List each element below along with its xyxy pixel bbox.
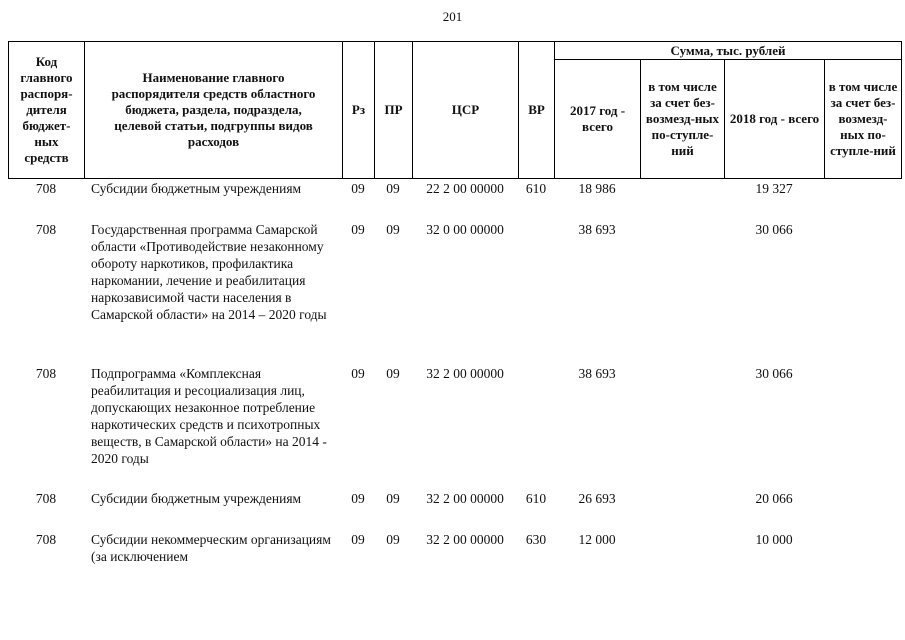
header-2017: 2017 год - всего	[554, 59, 640, 179]
cell-sum-2018: 10 000	[755, 532, 793, 547]
table-header	[8, 41, 902, 179]
cell-vr: 610	[525, 491, 547, 506]
cell-sum-2018: 30 066	[755, 222, 793, 237]
header-kod: Код главного распоря-дителя бюджет-ных средств	[8, 41, 84, 179]
cell-sum-2018: 20 066	[755, 491, 793, 506]
cell-pr: 09	[386, 181, 400, 196]
cell-kod: 708	[35, 222, 57, 237]
header-pr: ПР	[374, 41, 412, 179]
header-csr: ЦСР	[412, 41, 518, 179]
cell-name: Государственная программа Самарской области «Противодействие незаконному обороту наркотиков, профилактика наркомании, лечение и реабилитация наркозависимой части населения в Самарской области» на 2014 – 2020 годы	[91, 222, 327, 322]
cell-pr: 09	[386, 366, 400, 381]
table-row	[8, 531, 902, 571]
table-row	[8, 490, 902, 531]
cell-sum-2018: 19 327	[755, 181, 793, 196]
cell-kod: 708	[35, 366, 57, 381]
cell-csr: 32 2 00 00000	[426, 366, 504, 381]
table-row	[8, 365, 902, 490]
cell-sum-2017: 26 693	[578, 491, 616, 506]
cell-csr: 32 0 00 00000	[426, 222, 504, 237]
cell-pr: 09	[386, 222, 400, 237]
cell-rz: 09	[351, 491, 365, 506]
header-sum: Сумма, тыс. рублей	[554, 41, 902, 59]
cell-rz: 09	[351, 181, 365, 196]
cell-csr: 32 2 00 00000	[426, 532, 504, 547]
header-2018: 2018 год - всего	[724, 59, 824, 179]
cell-kod: 708	[35, 181, 57, 196]
cell-rz: 09	[351, 366, 365, 381]
cell-kod: 708	[35, 491, 57, 506]
header-2017-bezvozmezdnye: в том числе за счет без-возмезд-ных по-ступле-ний	[640, 59, 724, 179]
cell-kod: 708	[35, 532, 57, 547]
header-name: Наименование главного распорядителя средств областного бюджета, раздела, подраздела, целевой статьи, подгруппы видов расходов	[84, 41, 342, 179]
cell-name: Субсидии бюджетным учреждениям	[91, 181, 302, 196]
table-row	[8, 180, 902, 221]
cell-sum-2017: 38 693	[578, 366, 616, 381]
cell-rz: 09	[351, 222, 365, 237]
cell-sum-2017: 18 986	[578, 181, 616, 196]
cell-sum-2017: 38 693	[578, 222, 616, 237]
cell-name: Подпрограмма «Комплексная реабилитация и ресоциализация лиц, допускающих незаконное потребление наркотических средств и психотропных веществ, в Самарской области» на 2014 - 2020 годы	[91, 366, 327, 466]
header-rz: Рз	[342, 41, 374, 179]
header-2018-bezvozmezdnye: в том числе за счет без-возмезд-ных по-ступле-ний	[824, 59, 902, 179]
page-number: 201	[442, 9, 463, 24]
cell-csr: 32 2 00 00000	[426, 491, 504, 506]
cell-name: Субсидии некоммерческим организациям (за исключением	[91, 532, 331, 564]
cell-vr: 630	[525, 532, 547, 547]
table-body	[8, 180, 902, 571]
cell-name: Субсидии бюджетным учреждениям	[91, 491, 302, 506]
cell-vr: 610	[525, 181, 547, 196]
cell-pr: 09	[386, 491, 400, 506]
cell-sum-2017: 12 000	[578, 532, 616, 547]
header-vr: ВР	[518, 41, 554, 179]
cell-csr: 22 2 00 00000	[426, 181, 504, 196]
cell-rz: 09	[351, 532, 365, 547]
table-row	[8, 221, 902, 365]
cell-pr: 09	[386, 532, 400, 547]
cell-sum-2018: 30 066	[755, 366, 793, 381]
